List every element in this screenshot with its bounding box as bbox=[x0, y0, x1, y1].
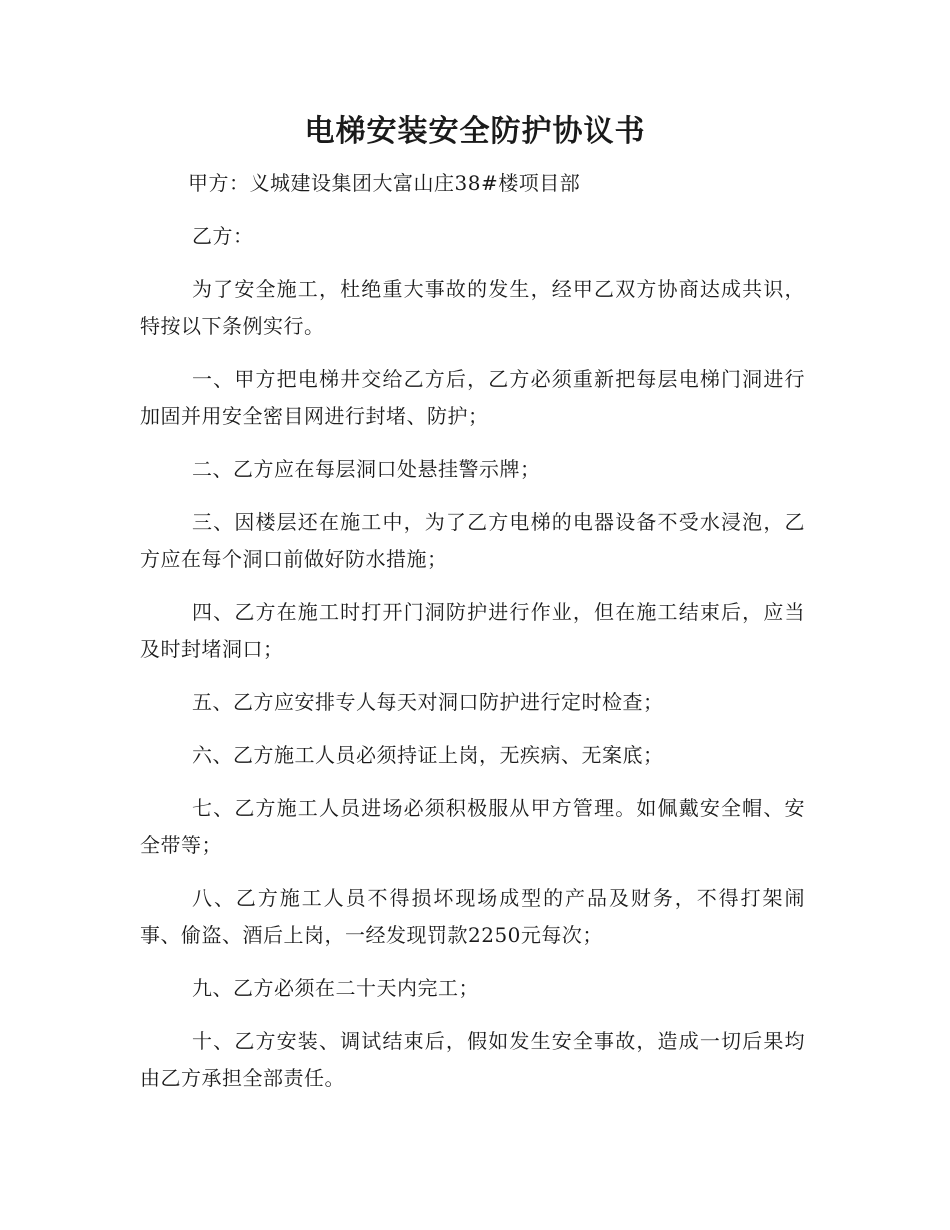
clause-1: 一、甲方把电梯井交给乙方后，乙方必须重新把每层电梯门洞进行加固并用安全密目网进行封堵、防护； bbox=[140, 367, 805, 428]
intro-paragraph: 为了安全施工，杜绝重大事故的发生，经甲乙双方协商达成共识，特按以下条例实行。 bbox=[140, 277, 805, 338]
clause-3: 三、因楼层还在施工中，为了乙方电梯的电器设备不受水浸泡，乙方应在每个洞口前做好防水措施； bbox=[140, 510, 805, 571]
party-b-line: 乙方： bbox=[192, 224, 254, 248]
document-title: 电梯安装安全防护协议书 bbox=[304, 114, 646, 149]
clause-2: 二、乙方应在每层洞口处悬挂警示牌； bbox=[192, 457, 541, 481]
clause-4: 四、乙方在施工时打开门洞防护进行作业，但在施工结束后，应当及时封堵洞口； bbox=[140, 600, 805, 661]
clause-7: 七、乙方施工人员进场必须积极服从甲方管理。如佩戴安全帽、安全带等； bbox=[140, 796, 805, 857]
document-body bbox=[140, 165, 805, 1113]
clause-8: 八、乙方施工人员不得损坏现场成型的产品及财务，不得打架闹事、偷盗、酒后上岗，一经发现罚款2250元每次； bbox=[140, 886, 805, 947]
clause-5: 五、乙方应安排专人每天对洞口防护进行定时检查； bbox=[192, 690, 664, 714]
clause-6: 六、乙方施工人员必须持证上岗，无疾病、无案底； bbox=[192, 743, 664, 767]
clause-9: 九、乙方必须在二十天内完工； bbox=[192, 976, 479, 1000]
party-a-line: 甲方：义城建设集团大富山庄38#楼项目部 bbox=[188, 171, 581, 195]
clause-10: 十、乙方安装、调试结束后，假如发生安全事故，造成一切后果均由乙方承担全部责任。 bbox=[140, 1029, 805, 1090]
